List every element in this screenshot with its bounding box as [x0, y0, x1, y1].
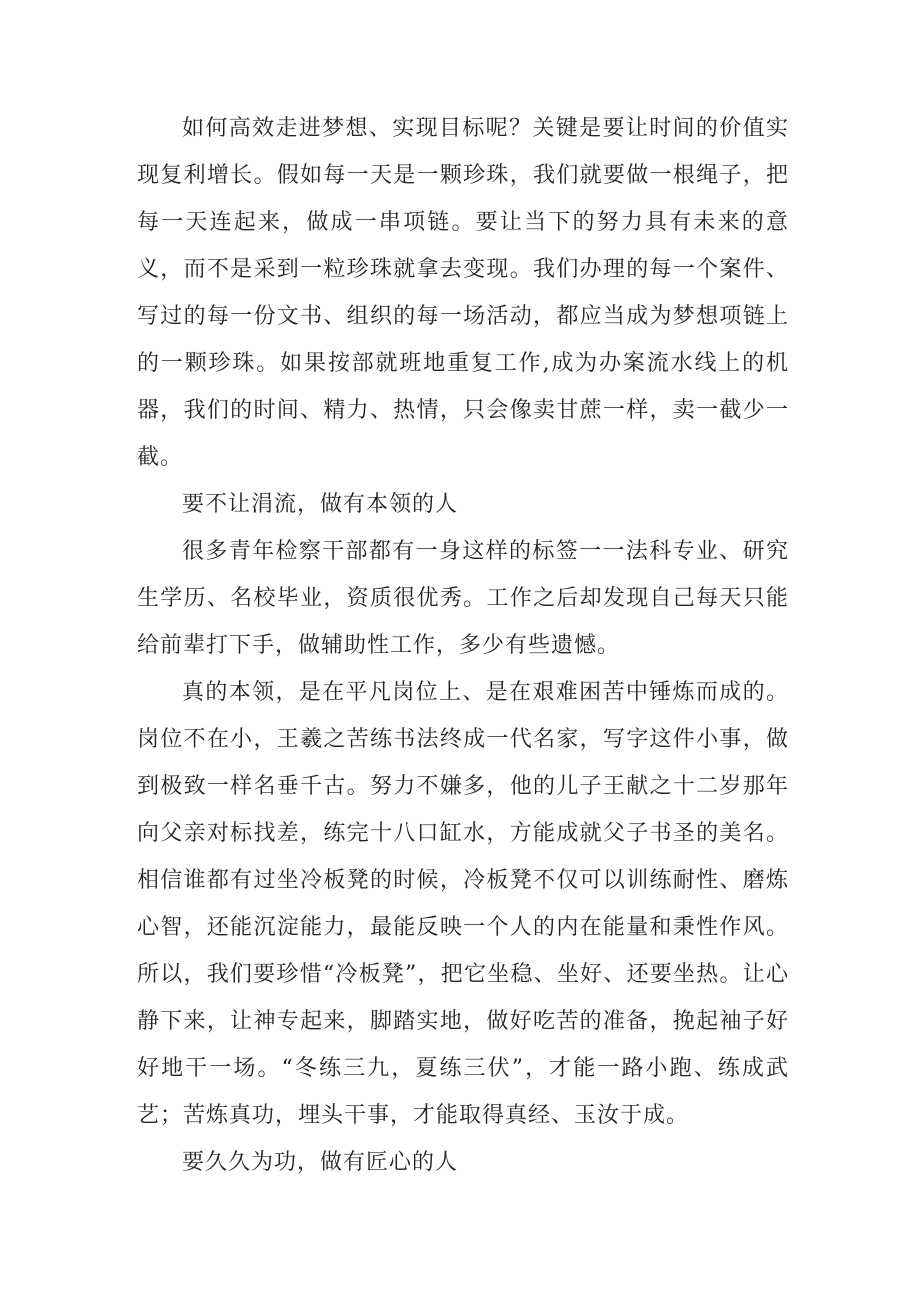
paragraph-true-skills: 真的本领，是在平凡岗位上、是在艰难困苦中锤炼而成的。岗位不在小，王羲之苦练书法终成一代名家，写字这件小事，做到极致一样名垂千古。努力不嫌多，他的儿子王献之十二岁那年向父亲对标找差，练完十八口缸水，方能成就父子书圣的美名。相信谁都有过坐冷板凳的时候，冷板凳不仅可以训练耐性、磨炼心智，还能沉淀能力，最能反映一个人的内在能量和秉性作风。所以，我们要珍惜“冷板凳”，把它坐稳、坐好、还要坐热。让心静下来，让神专起来，脚踏实地，做好吃苦的准备，挽起袖子好好地干一场。“冬练三九，夏练三伏”，才能一路小跑、练成武艺；苦炼真功，埋头干事，才能取得真经、玉汝于成。 [137, 680, 789, 1128]
section-heading-skills: 要不让涓流，做有本领的人 [182, 492, 459, 517]
paragraph-intro: 如何高效走进梦想、实现目标呢？关键是要让时间的价值实现复利增长。假如每一天是一颗珍珠，我们就要做一根绳子，把每一天连起来，做成一串项链。要让当下的努力具有未来的意义，而不是采到一粒珍珠就拿去变现。我们办理的每一个案件、写过的每一份文书、组织的每一场活动，都应当成为梦想项链上的一颗珍珠。如果按部就班地重复工作,成为办案流水线上的机器，我们的时间、精力、热情，只会像卖甘蔗一样，卖一截少一截。 [137, 116, 789, 470]
section-heading-craftsmanship: 要久久为功，做有匠心的人 [182, 1150, 459, 1175]
paragraph-young-staff: 很多青年检察干部都有一身这样的标签一一法科专业、研究生学历、名校毕业，资质很优秀。工作之后却发现自己每天只能给前辈打下手，做辅助性工作，多少有些遗憾。 [137, 539, 789, 658]
document-body [137, 105, 789, 1186]
